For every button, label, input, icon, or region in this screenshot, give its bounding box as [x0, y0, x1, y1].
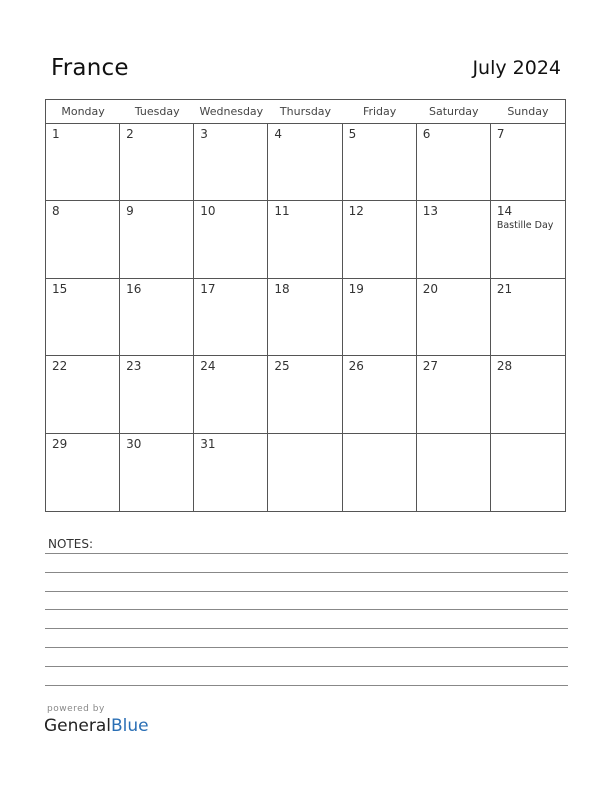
day-number: 9	[126, 204, 134, 219]
day-cell[interactable]	[343, 201, 417, 278]
day-cell[interactable]	[343, 356, 417, 433]
day-number: 18	[274, 281, 290, 296]
day-cell[interactable]	[120, 279, 194, 356]
day-number: 24	[200, 359, 216, 374]
day-cell[interactable]	[491, 201, 565, 278]
weekday-header: Thursday	[279, 105, 332, 118]
note-line[interactable]	[45, 553, 568, 554]
day-number: 4	[274, 127, 283, 141]
day-number: 10	[200, 204, 216, 219]
day-cell[interactable]	[194, 279, 268, 356]
weekday-header: Sunday	[507, 105, 549, 118]
day-cell[interactable]	[194, 434, 268, 511]
note-line[interactable]	[45, 685, 568, 686]
day-cell[interactable]	[120, 434, 194, 511]
day-number: 5	[348, 127, 357, 141]
holiday-label: Bastille Day	[496, 220, 554, 232]
calendar-grid	[45, 99, 566, 512]
note-line[interactable]	[45, 572, 568, 573]
day-cell[interactable]	[46, 356, 120, 433]
day-number: 19	[348, 281, 364, 296]
day-cell[interactable]	[46, 434, 120, 511]
note-line[interactable]	[45, 647, 568, 648]
day-cell[interactable]	[417, 434, 491, 511]
notes-label: NOTES:	[48, 537, 93, 551]
note-line[interactable]	[45, 591, 568, 592]
day-number: 29	[52, 436, 68, 451]
weekday-header: Saturday	[428, 105, 479, 118]
day-number: 17	[200, 281, 216, 296]
brand-general: General	[44, 716, 111, 736]
day-cell[interactable]	[46, 279, 120, 356]
day-cell[interactable]	[417, 356, 491, 433]
day-number: 12	[348, 204, 364, 219]
calendar-body	[46, 124, 565, 511]
month-year-title: July 2024	[472, 57, 561, 79]
day-number: 31	[200, 436, 216, 451]
weekday-header: Monday	[61, 105, 105, 118]
day-cell[interactable]	[268, 434, 342, 511]
day-number: 15	[52, 281, 68, 296]
day-cell[interactable]	[194, 356, 268, 433]
day-cell[interactable]	[46, 124, 120, 201]
day-cell[interactable]	[343, 434, 417, 511]
day-number: 21	[496, 281, 513, 296]
day-number: 13	[422, 204, 438, 219]
day-number: 3	[200, 127, 208, 141]
day-cell[interactable]	[268, 356, 342, 433]
day-cell[interactable]	[417, 124, 491, 201]
weekday-header: Wednesday	[199, 105, 264, 118]
day-cell[interactable]	[491, 279, 565, 356]
note-line[interactable]	[45, 628, 568, 629]
day-number: 2	[126, 127, 134, 141]
day-cell[interactable]	[194, 124, 268, 201]
brand-blue: Blue	[111, 716, 149, 736]
weekday-header: Friday	[362, 105, 397, 118]
day-number: 25	[274, 359, 290, 374]
day-cell[interactable]	[491, 124, 565, 201]
day-number: 30	[126, 436, 142, 451]
day-cell[interactable]	[268, 279, 342, 356]
day-cell[interactable]	[120, 201, 194, 278]
day-number: 11	[274, 204, 290, 219]
day-number: 28	[496, 359, 513, 374]
day-number: 27	[422, 359, 438, 374]
weekday-header: Tuesday	[134, 105, 180, 118]
powered-by-text: powered by	[47, 704, 105, 714]
day-cell[interactable]	[491, 356, 565, 433]
day-number: 23	[126, 359, 142, 374]
day-number: 6	[422, 127, 431, 141]
day-cell[interactable]	[343, 279, 417, 356]
day-cell[interactable]	[46, 201, 120, 278]
day-number: 1	[52, 127, 60, 141]
day-cell[interactable]	[343, 124, 417, 201]
country-title: France	[51, 55, 129, 81]
day-cell[interactable]	[491, 434, 565, 511]
weekday-header-row	[46, 100, 565, 124]
day-number: 16	[126, 281, 142, 296]
day-cell[interactable]	[120, 124, 194, 201]
generalblue-logo	[44, 716, 149, 736]
day-number: 14	[496, 204, 513, 219]
day-cell[interactable]	[268, 124, 342, 201]
day-cell[interactable]	[120, 356, 194, 433]
day-cell[interactable]	[417, 279, 491, 356]
day-number: 7	[496, 127, 505, 141]
note-line[interactable]	[45, 666, 568, 667]
day-cell[interactable]	[194, 201, 268, 278]
day-number: 20	[422, 281, 438, 296]
day-number: 26	[348, 359, 364, 374]
day-cell[interactable]	[417, 201, 491, 278]
day-cell[interactable]	[268, 201, 342, 278]
day-number: 8	[52, 204, 60, 219]
note-line[interactable]	[45, 609, 568, 610]
day-number: 22	[52, 359, 68, 374]
